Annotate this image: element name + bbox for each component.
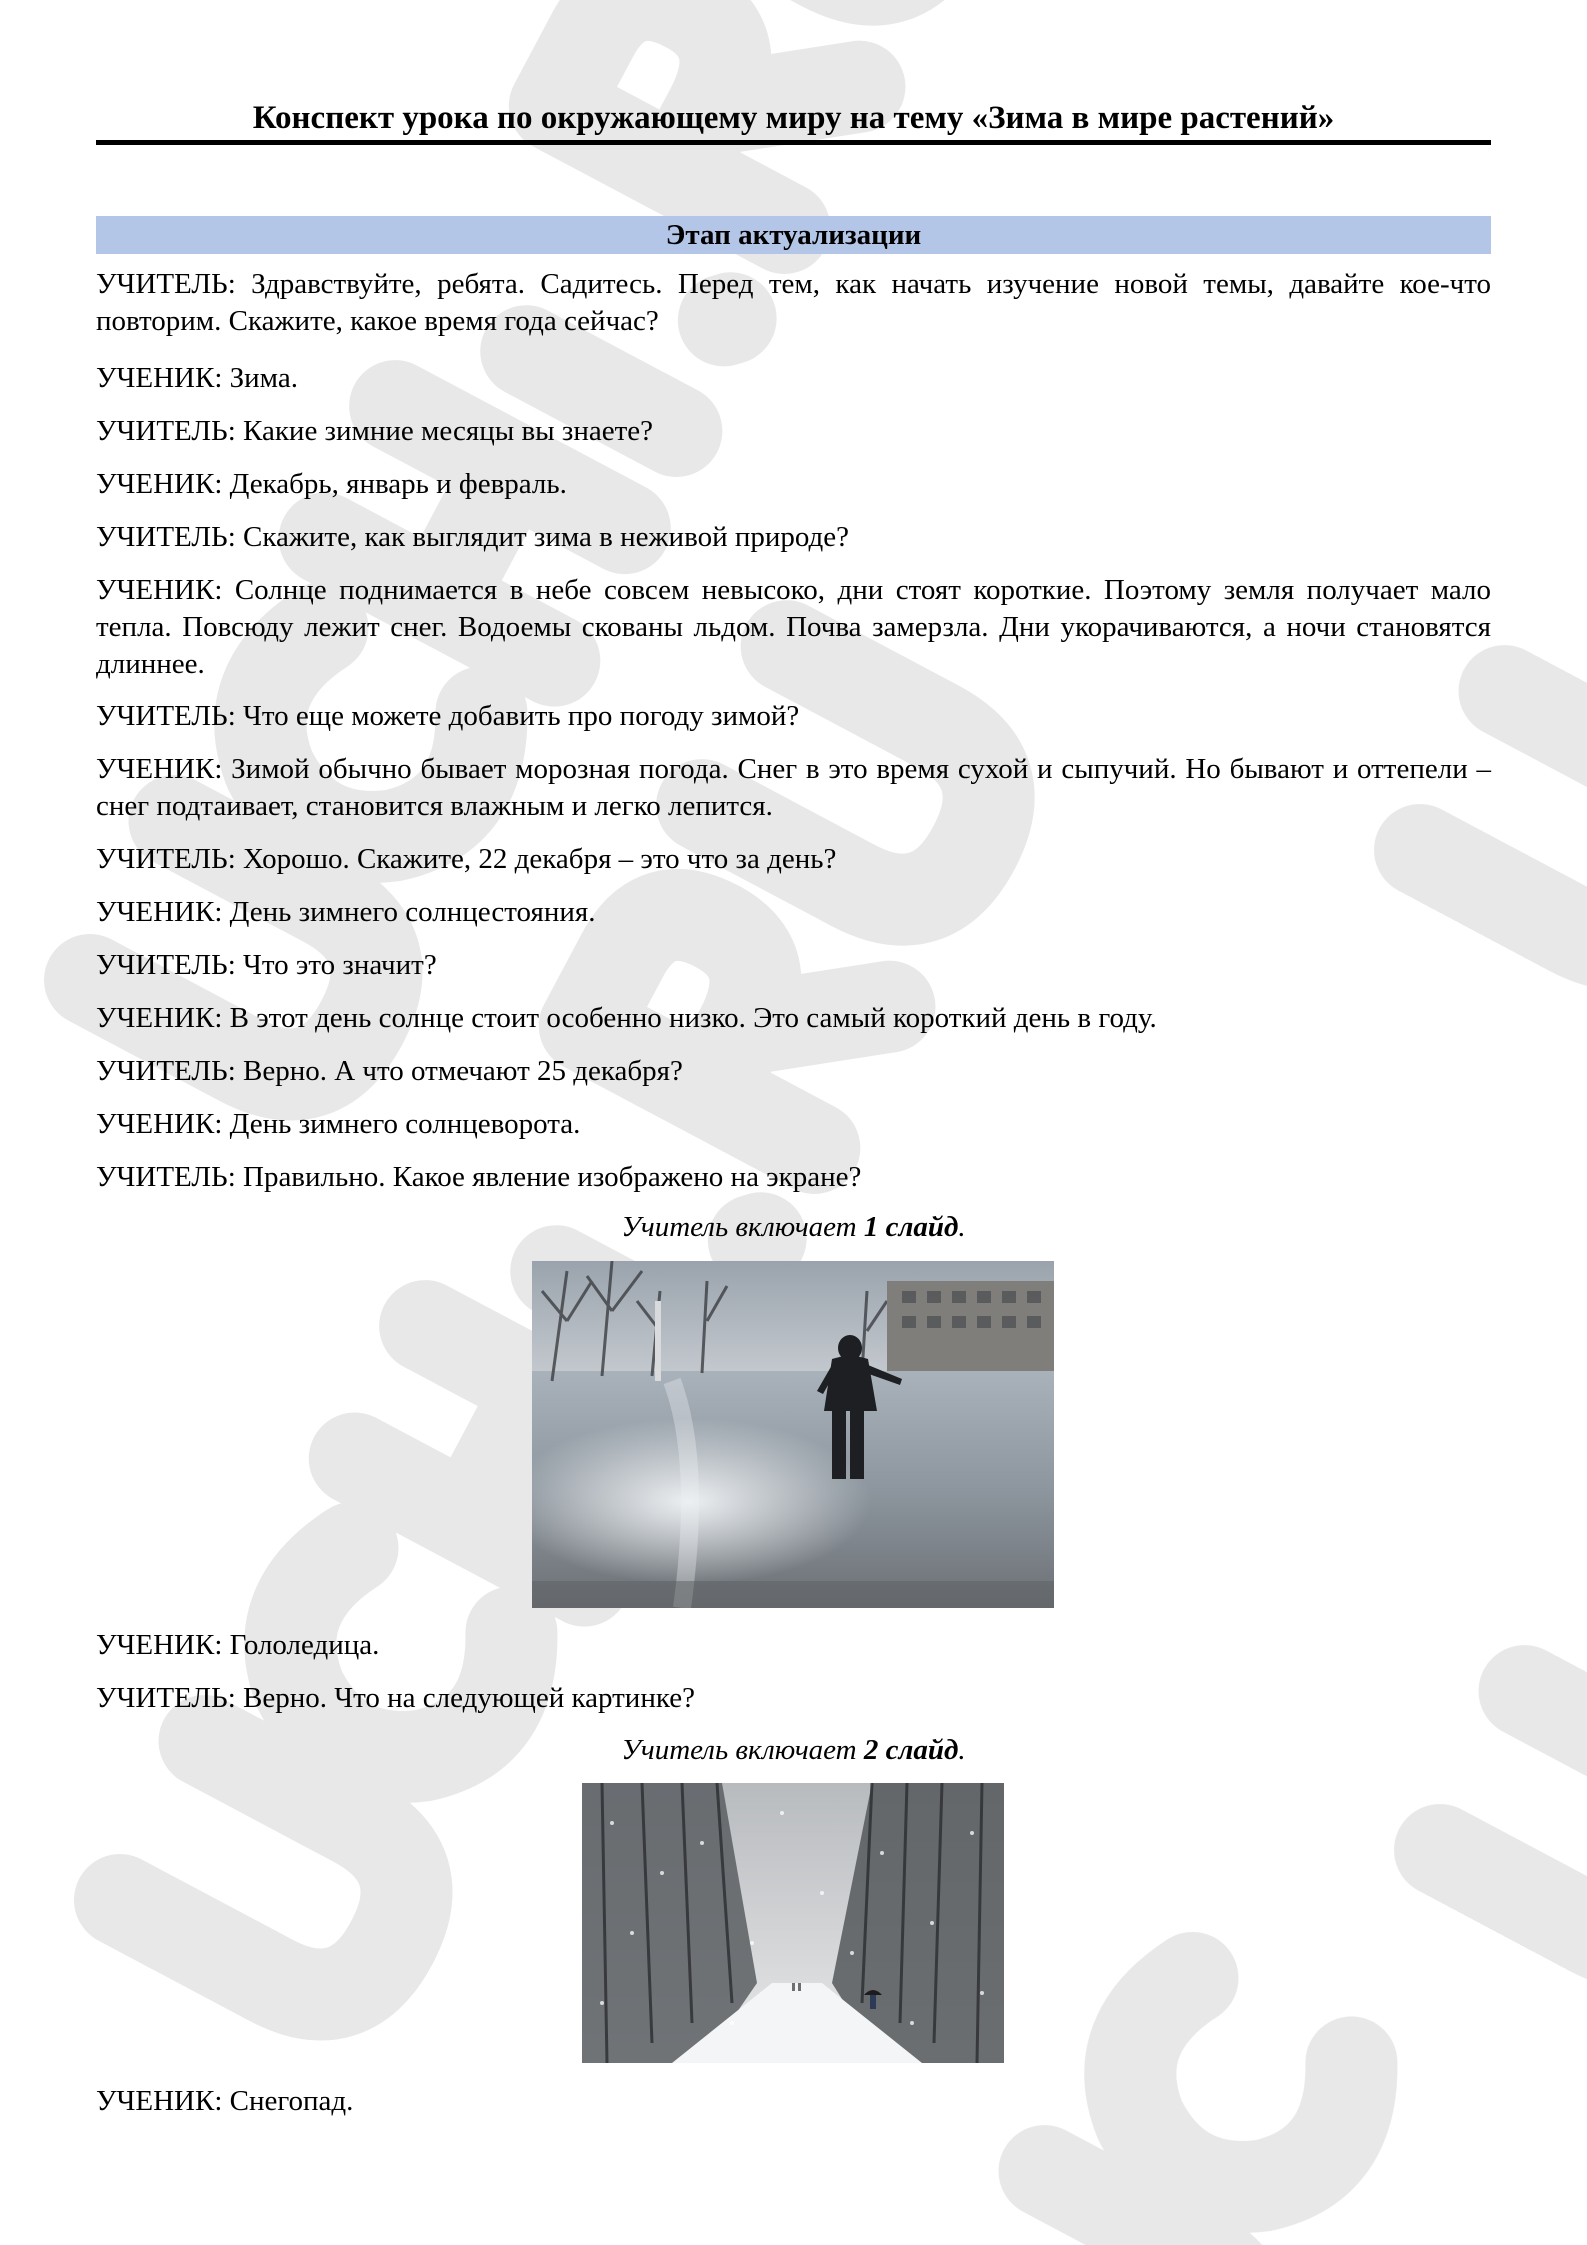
dialogue-line: УЧИТЕЛЬ: Скажите, как выглядит зима в неживой природе? bbox=[96, 521, 850, 553]
dialogue-line: УЧИТЕЛЬ: Правильно. Какое явление изображено на экране? bbox=[96, 1161, 862, 1193]
dialogue-line: УЧИТЕЛЬ: Хорошо. Скажите, 22 декабря – это что за день? bbox=[96, 843, 837, 875]
slide-1-photo-icy-road bbox=[532, 1261, 1054, 1608]
slide-caption-number: 2 слайд bbox=[863, 1734, 959, 1766]
dialogue-line: УЧЕНИК: Гололедица. bbox=[96, 1629, 380, 1661]
slide-2-photo-snowfall bbox=[582, 1783, 1004, 2063]
dialogue-line: УЧИТЕЛЬ: Здравствуйте, ребята. Садитесь. Перед тем, как начать изучение новой темы, давайте кое-что повторим. Скажите, какое время года сейчас? bbox=[96, 268, 1491, 337]
slide-caption-prefix: Учитель включает bbox=[621, 1211, 864, 1243]
dialogue-line: УЧЕНИК: Зимой обычно бывает морозная погода. Снег в это время сухой и сыпучий. Но бывают и оттепели – снег подтаивает, становится влажным и легко лепится. bbox=[96, 753, 1491, 822]
stage-heading: Этап актуализации bbox=[96, 216, 1491, 254]
dialogue-line: УЧЕНИК: День зимнего солнцеворота. bbox=[96, 1108, 581, 1140]
dialogue-line: УЧИТЕЛЬ: Верно. А что отмечают 25 декабря? bbox=[96, 1055, 683, 1087]
dialogue-line: УЧИТЕЛЬ: Верно. Что на следующей картинке? bbox=[96, 1682, 695, 1714]
slide-caption-suffix: . bbox=[958, 1734, 966, 1766]
dialogue-line: УЧЕНИК: Декабрь, январь и февраль. bbox=[96, 468, 567, 500]
dialogue-line: УЧИТЕЛЬ: Какие зимние месяцы вы знаете? bbox=[96, 415, 654, 447]
dialogue-line: УЧИТЕЛЬ: Что это значит? bbox=[96, 949, 437, 981]
slide-1-caption bbox=[96, 1209, 1491, 1246]
title-rule bbox=[96, 140, 1491, 145]
slide-caption-number: 1 слайд bbox=[863, 1211, 959, 1243]
dialogue-line: УЧЕНИК: Солнце поднимается в небе совсем невысоко, дни стоят короткие. Поэтому земля получает мало тепла. Повсюду лежит снег. Водоемы скованы льдом. Почва замерзла. Дни укорачиваются, а ночи становятся длиннее. bbox=[96, 574, 1491, 680]
slide-caption-suffix: . bbox=[958, 1211, 966, 1243]
slide-caption-prefix: Учитель включает bbox=[621, 1734, 864, 1766]
dialogue-line: УЧЕНИК: Зима. bbox=[96, 362, 298, 394]
dialogue-line: УЧЕНИК: В этот день солнце стоит особенно низко. Это самый короткий день в году. bbox=[96, 1002, 1157, 1034]
dialogue-line: УЧЕНИК: Снегопад. bbox=[96, 2085, 354, 2117]
document-title: Конспект урока по окружающему миру на тему «Зима в мире растений» bbox=[252, 100, 1335, 136]
dialogue-line: УЧЕНИК: День зимнего солнцестояния. bbox=[96, 896, 596, 928]
slide-2-caption bbox=[96, 1732, 1491, 1769]
dialogue-line: УЧИТЕЛЬ: Что еще можете добавить про погоду зимой? bbox=[96, 700, 800, 732]
